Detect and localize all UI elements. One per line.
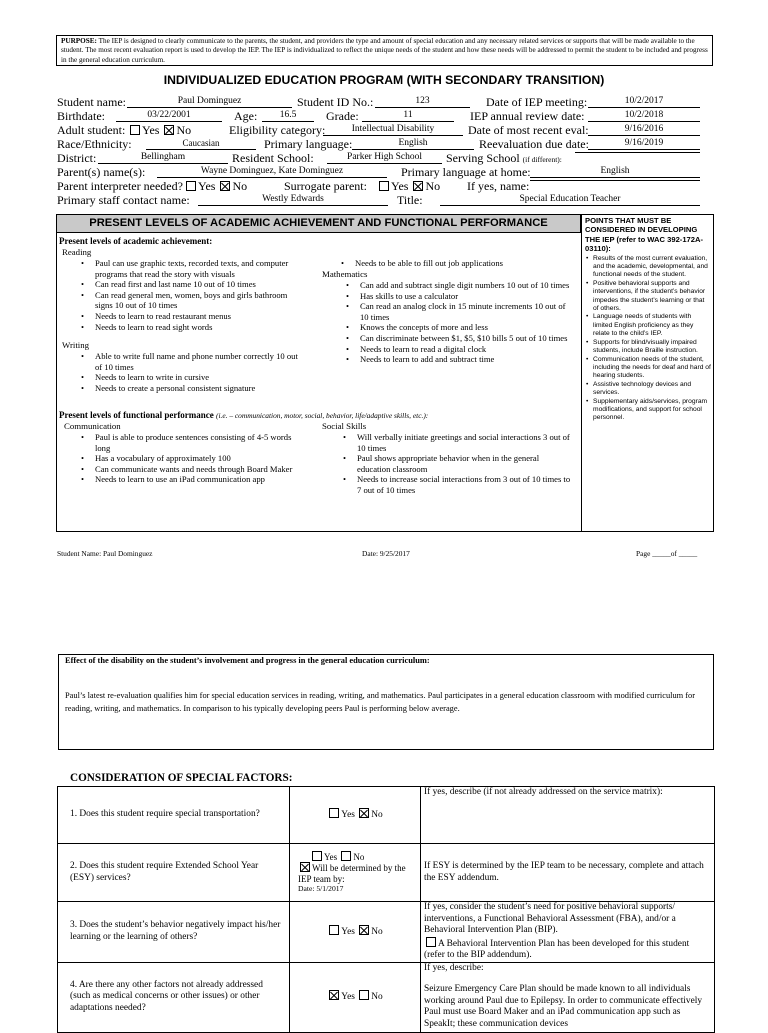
list-item: • Language needs of students with limited English proficiency as they relate to the child’s IEP. bbox=[593, 313, 711, 338]
reeval-due-field[interactable]: 9/16/2019 bbox=[588, 138, 700, 150]
question-other-factors: 4. Are there any other factors not already addressed (such as medical concerns or other issues) or other adaptations needed? bbox=[58, 962, 290, 1032]
writing-label: Writing bbox=[62, 340, 90, 350]
special-factors-heading: CONSIDERATION OF SPECIAL FACTORS: bbox=[70, 772, 293, 784]
esy-will-determine-label: Will be determined by the IEP team by: bbox=[298, 863, 406, 884]
list-item: • Can add and subtract single digit numbers 10 out of 10 times bbox=[360, 280, 572, 291]
esy-date-value[interactable]: 5/1/2017 bbox=[316, 884, 344, 893]
serving-school-field[interactable] bbox=[575, 152, 700, 153]
esy-yes-no bbox=[298, 851, 420, 863]
adult-no-label: No bbox=[176, 123, 192, 137]
bip-checkbox[interactable] bbox=[426, 937, 436, 947]
esy-no-checkbox[interactable] bbox=[341, 851, 351, 861]
staff-contact-label: Primary staff contact name: bbox=[57, 193, 190, 207]
district-label: District: bbox=[57, 151, 97, 165]
list-item: • Can read first and last name 10 out of 10 times bbox=[95, 279, 307, 290]
communication-list bbox=[57, 432, 307, 485]
table-row bbox=[58, 962, 715, 1032]
list-item: • Positive behavioral supports and interventions, if the student’s behavior impedes the student’s learning or that of others. bbox=[593, 280, 711, 314]
interpreter-label: Parent interpreter needed? bbox=[57, 179, 183, 193]
purpose-text: The IEP is designed to clearly communicate to the parents, the student, and providers the type and amount of special education and any necessary related services or supports that will be made available to the student. The most recent evaluation report is used to develop the IEP. The IEP is individualized to reflect the unique needs of the student and how these needs will be addressed to permit the student to be included and progress in the general education curriculum. bbox=[61, 37, 708, 64]
list-item: • Can discriminate between $1, $5, $10 bills 5 out of 10 times bbox=[360, 333, 572, 344]
esy-yes-checkbox[interactable] bbox=[312, 851, 322, 861]
interpreter-no-checkbox[interactable] bbox=[220, 181, 230, 191]
list-item: • Knows the concepts of more and less bbox=[360, 322, 572, 333]
iep-considerations-sidebar bbox=[581, 215, 714, 531]
adult-yes-label: Yes bbox=[142, 123, 160, 137]
other-factors-no-checkbox[interactable] bbox=[359, 990, 369, 1000]
behavior-no-checkbox[interactable] bbox=[359, 925, 369, 935]
birthdate-field[interactable]: 03/22/2001 bbox=[116, 110, 222, 122]
student-id-label: Student ID No.: bbox=[297, 95, 374, 109]
job-applications-list bbox=[323, 258, 573, 269]
race-label: Race/Ethnicity: bbox=[57, 137, 132, 151]
behavior-options bbox=[290, 902, 421, 963]
surrogate-no-label: No bbox=[425, 179, 441, 193]
table-row bbox=[58, 787, 715, 844]
recent-eval-label: Date of most recent eval: bbox=[468, 123, 589, 137]
home-language-label: Primary language at home: bbox=[401, 165, 531, 179]
resident-school-field[interactable]: Parker High School bbox=[327, 152, 442, 164]
esy-date bbox=[298, 884, 420, 895]
behavior-description bbox=[421, 902, 715, 963]
district-field[interactable]: Bellingham bbox=[98, 152, 228, 164]
esy-yes-label: Yes bbox=[324, 851, 338, 862]
academic-title bbox=[59, 236, 212, 247]
race-field[interactable]: Caucasian bbox=[146, 138, 256, 150]
surrogate-yes-checkbox[interactable] bbox=[379, 181, 389, 191]
bip-label: A Behavioral Intervention Plan has been developed for this student (refer to the BIP addendum). bbox=[424, 938, 690, 960]
effect-text[interactable]: Paul’s latest re-evaluation qualifies him for special education services in reading, writing, and mathematics. Paul participates in a general education classroom with modified curriculum for reading, writing, and mathematics. In comparison to his typically developing peers Paul is performing below average. bbox=[65, 691, 696, 713]
transportation-yes-checkbox[interactable] bbox=[329, 808, 339, 818]
list-item: • Paul can use graphic texts, recorded texts, and computer programs that read the story with visuals bbox=[95, 258, 307, 279]
surrogate-options bbox=[377, 180, 440, 193]
list-item: • Needs to learn to read restaurant menus bbox=[95, 311, 307, 322]
table-row bbox=[58, 844, 715, 902]
student-id-field[interactable]: 123 bbox=[375, 96, 470, 108]
social-skills-label: Social Skills bbox=[322, 421, 367, 431]
interpreter-options bbox=[184, 180, 247, 193]
list-item: • Can read general men, women, boys and girls bathroom signs 10 out of 10 times bbox=[95, 290, 307, 311]
behavior-description-text: If yes, consider the student’s need for positive behavioral supports/ interventions, a Functional Behavioral Assessment (FBA), and/or a Behavioral Intervention Plan (BIP). bbox=[424, 902, 676, 935]
transportation-no-label: No bbox=[371, 810, 383, 821]
footer-student-name: Student Name: Paul Dominguez bbox=[57, 549, 153, 558]
list-item: • Needs to learn to write in cursive bbox=[95, 372, 307, 383]
question-behavior: 3. Does the student’s behavior negatively impact his/her learning or the learning of others? bbox=[58, 902, 290, 963]
home-language-field[interactable]: English bbox=[530, 166, 700, 178]
footer-page: Page _____of _____ bbox=[636, 549, 698, 558]
interpreter-yes-label: Yes bbox=[198, 179, 216, 193]
list-item: • Supplementary aids/services, program modifications, and support for school personnel. bbox=[593, 398, 711, 423]
esy-no-label: No bbox=[353, 851, 365, 862]
esy-options bbox=[290, 844, 421, 902]
behavior-yes-checkbox[interactable] bbox=[329, 925, 339, 935]
math-list bbox=[322, 280, 572, 365]
reading-label: Reading bbox=[62, 247, 92, 257]
list-item: • Needs to learn to add and subtract time bbox=[360, 354, 572, 365]
social-skills-list bbox=[319, 432, 573, 496]
eligibility-field[interactable]: Intellectual Disability bbox=[323, 124, 463, 136]
question-transportation: 1. Does this student require special transportation? bbox=[58, 787, 290, 844]
surrogate-yes-label: Yes bbox=[391, 179, 409, 193]
transportation-yes-label: Yes bbox=[341, 810, 355, 821]
list-item: • Needs to be able to fill out job applications bbox=[355, 258, 573, 269]
transportation-description[interactable]: If yes, describe (if not already addressed on the service matrix): bbox=[421, 787, 715, 844]
list-item: • Paul shows appropriate behavior when in the general education classroom bbox=[357, 453, 573, 474]
primary-language-label: Primary language: bbox=[264, 137, 353, 151]
bip-option bbox=[424, 937, 711, 962]
other-factors-description[interactable] bbox=[421, 962, 715, 1032]
eligibility-label: Eligibility category: bbox=[229, 123, 326, 137]
adult-no-checkbox[interactable] bbox=[164, 125, 174, 135]
plaafp-section bbox=[56, 214, 714, 532]
page-title: INDIVIDUALIZED EDUCATION PROGRAM (WITH SECONDARY TRANSITION) bbox=[163, 73, 605, 87]
serving-school-text: Serving School bbox=[446, 151, 520, 165]
math-label: Mathematics bbox=[322, 269, 368, 279]
academic-title-text: Present levels of academic achievement: bbox=[59, 236, 213, 246]
surrogate-label: Surrogate parent: bbox=[284, 179, 367, 193]
grade-label: Grade: bbox=[326, 109, 359, 123]
reeval-due-label: Reevaluation due date: bbox=[479, 137, 589, 151]
footer-date: Date: 9/25/2017 bbox=[362, 549, 410, 558]
reading-list bbox=[57, 258, 307, 332]
behavior-no-label: No bbox=[371, 927, 383, 937]
list-item: • Has a vocabulary of approximately 100 bbox=[95, 453, 307, 464]
transportation-no-checkbox[interactable] bbox=[359, 808, 369, 818]
list-item: • Needs to learn to read sight words bbox=[95, 322, 307, 333]
table-row bbox=[58, 902, 715, 963]
student-name-field[interactable]: Paul Dominguez bbox=[127, 96, 292, 108]
recent-eval-field[interactable]: 9/16/2016 bbox=[588, 124, 700, 136]
purpose-label: PURPOSE: bbox=[61, 37, 97, 45]
esy-description: If ESY is determined by the IEP team to be necessary, complete and attach the ESY addendum. bbox=[421, 844, 715, 902]
effect-title bbox=[65, 655, 707, 667]
list-item: • Can read an analog clock in 15 minute increments 10 out of 10 times bbox=[360, 301, 572, 322]
interpreter-yes-checkbox[interactable] bbox=[186, 181, 196, 191]
writing-list bbox=[57, 351, 307, 393]
serving-school-label bbox=[446, 152, 562, 166]
list-item: • Able to write full name and phone number correctly 10 out of 10 times bbox=[95, 351, 307, 372]
grade-field[interactable]: 11 bbox=[362, 110, 454, 122]
other-factors-desc-text: Seizure Emergency Care Plan should be made known to all individuals working around Paul due to Epilepsy. In order to communicate effectively Paul must use Board Maker and an iPad communication app such as SpeakIt; these communication devices bbox=[424, 984, 703, 1029]
list-item: • Paul is able to produce sentences consisting of 4-5 words long bbox=[95, 432, 307, 453]
purpose-box bbox=[56, 35, 713, 66]
list-item: • Has skills to use a calculator bbox=[360, 291, 572, 302]
other-factors-options bbox=[290, 962, 421, 1032]
list-item: • Needs to learn to read a digital clock bbox=[360, 344, 572, 355]
staff-title-label: Title: bbox=[397, 193, 423, 207]
communication-label: Communication bbox=[64, 421, 121, 431]
list-item: • Needs to learn to use an iPad communication app bbox=[95, 474, 307, 485]
list-item: • Communication needs of the student, including the needs for deaf and hard of hearing students. bbox=[593, 356, 711, 381]
behavior-yes-label: Yes bbox=[341, 927, 355, 937]
other-factors-yes-label: Yes bbox=[341, 992, 355, 1003]
age-label: Age: bbox=[234, 109, 258, 123]
student-name-label: Student name: bbox=[57, 95, 126, 109]
surrogate-no-checkbox[interactable] bbox=[413, 181, 423, 191]
list-item: • Can communicate wants and needs through Board Maker bbox=[95, 464, 307, 475]
effect-of-disability-box bbox=[58, 654, 714, 750]
other-factors-no-label: No bbox=[371, 992, 383, 1003]
parents-label: Parent(s) name(s): bbox=[57, 165, 146, 179]
list-item: • Needs to increase social interactions from 3 out of 10 times to 7 out of 10 times bbox=[357, 474, 573, 495]
annual-review-field[interactable]: 10/2/2018 bbox=[588, 110, 700, 122]
birthdate-label: Birthdate: bbox=[57, 109, 105, 123]
plaafp-heading: PRESENT LEVELS OF ACADEMIC ACHIEVEMENT AND FUNCTIONAL PERFORMANCE bbox=[57, 215, 581, 233]
iep-meeting-date-field[interactable]: 10/2/2017 bbox=[588, 96, 700, 108]
functional-title bbox=[59, 410, 579, 422]
other-factors-yes-checkbox[interactable] bbox=[329, 990, 339, 1000]
interpreter-no-label: No bbox=[232, 179, 248, 193]
resident-school-label: Resident School: bbox=[232, 151, 314, 165]
list-item: • Supports for blind/visually impaired students, include Braille instruction. bbox=[593, 339, 711, 356]
list-item: • Results of the most current evaluation, and the academic, developmental, and functional needs of the student. bbox=[593, 255, 711, 280]
esy-will-determine bbox=[298, 862, 420, 884]
esy-date-label: Date: bbox=[298, 884, 315, 893]
list-item: • Will verbally initiate greetings and social interactions 3 out of 10 times bbox=[357, 432, 573, 453]
transportation-options bbox=[290, 787, 421, 844]
annual-review-label: IEP annual review date: bbox=[470, 109, 585, 123]
list-item: • Needs to create a personal consistent signature bbox=[95, 383, 307, 394]
effect-title-text: Effect of the disability on the student’s involvement and progress in the general education curriculum: bbox=[65, 656, 430, 665]
functional-note: (i.e. – communication, motor, social, behavior, life/adaptive skills, etc.): bbox=[216, 411, 429, 420]
staff-contact-field[interactable]: Westly Edwards bbox=[198, 194, 388, 206]
if-yes-name-label: If yes, name: bbox=[467, 179, 530, 193]
adult-student-options bbox=[128, 124, 191, 137]
functional-title-text: Present levels of functional performance bbox=[59, 410, 214, 420]
serving-school-note: (if different): bbox=[522, 155, 562, 164]
surrogate-name-field[interactable] bbox=[530, 180, 700, 181]
esy-will-determine-checkbox[interactable] bbox=[300, 862, 310, 872]
parents-field[interactable]: Wayne Dominguez, Kate Dominguez bbox=[157, 166, 387, 178]
list-item: • Assistive technology devices and services. bbox=[593, 381, 711, 398]
other-factors-desc-label: If yes, describe: bbox=[424, 962, 484, 973]
age-field[interactable]: 16.5 bbox=[262, 110, 314, 122]
sidebar-heading: POINTS THAT MUST BE CONSIDERED IN DEVELOPING THE IEP (refer to WAC 392-172A-03110): bbox=[585, 216, 704, 254]
special-factors-table bbox=[57, 786, 715, 1033]
question-esy: 2. Does this student require Extended School Year (ESY) services? bbox=[58, 844, 290, 902]
iep-meeting-date-label: Date of IEP meeting: bbox=[486, 95, 588, 109]
staff-title-field[interactable]: Special Education Teacher bbox=[440, 194, 700, 206]
primary-language-field[interactable]: English bbox=[352, 138, 474, 150]
adult-student-label: Adult student: bbox=[57, 123, 126, 137]
adult-yes-checkbox[interactable] bbox=[130, 125, 140, 135]
